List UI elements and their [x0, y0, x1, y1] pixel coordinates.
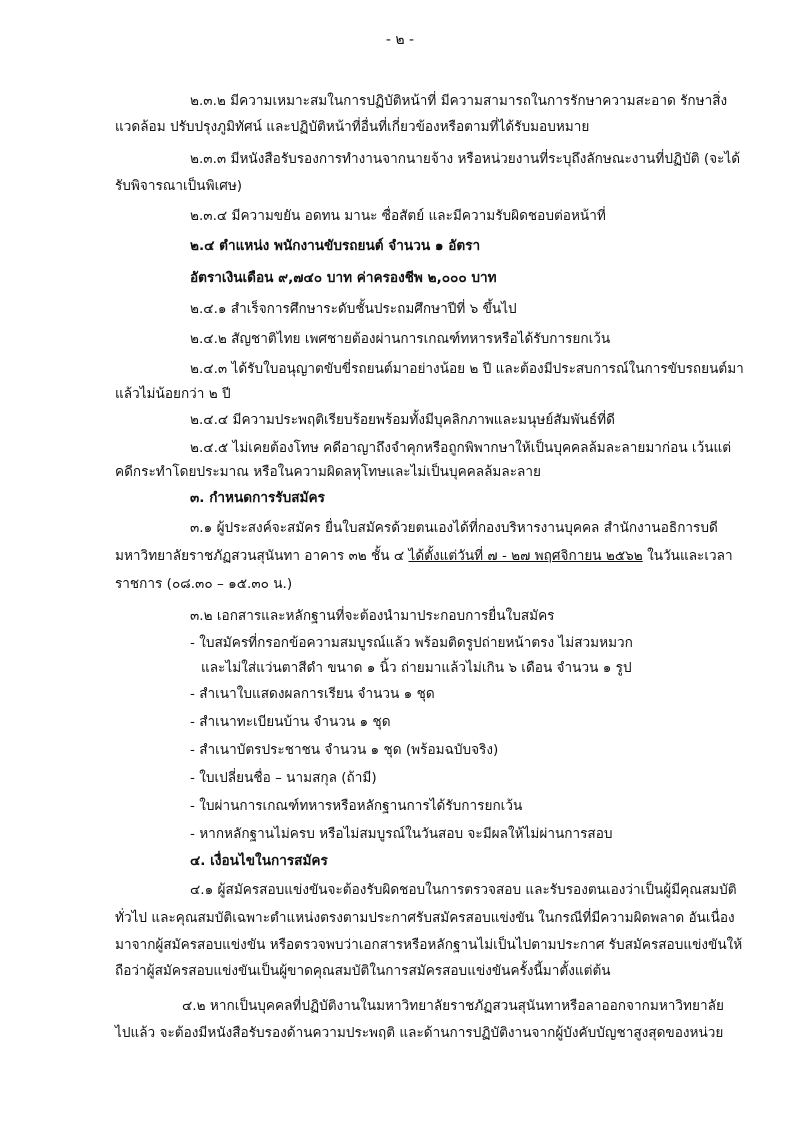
doc-id-card: - สำเนาบัตรประชาชน จำนวน ๑ ชุด (พร้อมฉบับจริง) — [190, 742, 499, 758]
clause-2-4-3-cont: แล้วไม่น้อยกว่า ๒ ปี — [115, 386, 231, 402]
clause-2-4-4: ๒.๔.๔ มีความประพฤติเรียบร้อยพร้อมทั้งมีบุคลิกภาพและมนุษย์สัมพันธ์ที่ดี — [190, 412, 615, 428]
section-4-heading: ๔. เงื่อนไขในการสมัคร — [190, 853, 328, 869]
clause-2-4-5: ๒.๔.๕ ไม่เคยต้องโทษ คดีอาญาถึงจำคุกหรือถูกพิพากษาให้เป็นบุคคลล้มละลายมาก่อน เว้นแต่ — [190, 440, 732, 456]
clause-2-3-2-cont: แวดล้อม ปรับปรุงภูมิทัศน์ และปฏิบัติหน้าที่อื่นที่เกี่ยวข้องหรือตามที่ได้รับมอบหมาย — [115, 119, 590, 135]
doc-application-form: - ใบสมัครที่กรอกข้อความสมบูรณ์แล้ว พร้อมติดรูปถ่ายหน้าตรง ไม่สวมหมวก — [190, 635, 633, 651]
doc-military: - ใบผ่านการเกณฑ์ทหารหรือหลักฐานการได้รับการยกเว้น — [190, 798, 523, 814]
clause-2-4-1: ๒.๔.๑ สำเร็จการศึกษาระดับชั้นประถมศึกษาปีที่ ๖ ขึ้นไป — [190, 301, 517, 317]
clause-3-1-location: มหาวิทยาลัยราชภัฏสวนสุนันทา อาคาร ๓๒ ชั้น ๔ — [115, 548, 409, 564]
clause-4-1: ๔.๑ ผู้สมัครสอบแข่งขันจะต้องรับผิดชอบในการตรวจสอบ และรับรองตนเองว่าเป็นผู้มีคุณสมบัติ — [190, 882, 737, 898]
doc-transcript: - สำเนาใบแสดงผลการเรียน จำนวน ๑ ชุด — [190, 686, 435, 702]
clause-3-2: ๓.๒ เอกสารและหลักฐานที่จะต้องนำมาประกอบการยื่นใบสมัคร — [190, 608, 555, 624]
doc-incomplete-note: - หากหลักฐานไม่ครบ หรือไม่สมบูรณ์ในวันสอบ จะมีผลให้ไม่ผ่านการสอบ — [190, 826, 613, 842]
position-heading-driver: ๒.๔ ตำแหน่ง พนักงานขับรถยนต์ จำนวน ๑ อัตรา — [190, 238, 481, 254]
salary-line: อัตราเงินเดือน ๙,๗๔๐ บาท ค่าครองชีพ ๒,๐๐๐ บาท — [190, 270, 497, 286]
office-hours: ราชการ (๐๘.๓๐ – ๑๕.๓๐ น.) — [115, 576, 293, 592]
doc-name-change: - ใบเปลี่ยนชื่อ – นามสกุล (ถ้ามี) — [190, 770, 377, 786]
clause-3-1: ๓.๑ ผู้ประสงค์จะสมัคร ยื่นใบสมัครด้วยตนเองได้ที่กองบริหารงานบุคคล สำนักงานอธิการบดี — [190, 520, 718, 536]
clause-2-4-5-cont: คดีกระทำโดยประมาณ หรือในความผิดลหุโทษและไม่เป็นบุคคลล้มละลาย — [115, 464, 541, 480]
section-3-heading: ๓. กำหนดการรับสมัคร — [190, 490, 325, 506]
application-period: ได้ตั้งแต่วันที่ ๗ - ๒๗ พฤศจิกายน ๒๕๖๒ — [408, 548, 643, 564]
clause-2-3-3: ๒.๓.๓ มีหนังสือรับรองการทำงานจากนายจ้าง หรือหน่วยงานที่ระบุถึงลักษณะงานที่ปฏิบัติ (จะได้ — [190, 151, 741, 167]
clause-2-3-3-cont: รับพิจารณาเป็นพิเศษ) — [115, 178, 243, 194]
doc-house-registration: - สำเนาทะเบียนบ้าน จำนวน ๑ ชุด — [190, 714, 391, 730]
clause-2-3-2: ๒.๓.๒ มีความเหมาะสมในการปฏิบัติหน้าที่ มีความสามารถในการรักษาความสะอาด รักษาสิ่ง — [190, 93, 728, 109]
doc-application-form-cont: และไม่ใส่แว่นตาสีดำ ขนาด ๑ นิ้ว ถ่ายมาแล้วไม่เกิน ๖ เดือน จำนวน ๑ รูป — [201, 660, 632, 676]
clause-2-3-4: ๒.๓.๔ มีความขยัน อดทน มานะ ซื่อสัตย์ และมีความรับผิดชอบต่อหน้าที่ — [190, 208, 606, 224]
page-number: - ๒ - — [385, 32, 415, 48]
clause-3-1-time: ในวันและเวลา — [642, 548, 733, 564]
clause-4-1-cont-2: มาจากผู้สมัครสอบแข่งขัน หรือตรวจพบว่าเอกสารหรือหลักฐานไม่เป็นไปตามประกาศ รับสมัครสอบแข่งขันให้ — [115, 937, 743, 953]
clause-2-4-2: ๒.๔.๒ สัญชาติไทย เพศชายต้องผ่านการเกณฑ์ทหารหรือได้รับการยกเว้น — [190, 331, 611, 347]
clause-4-1-cont-3: ถือว่าผู้สมัครสอบแข่งขันเป็นผู้ขาดคุณสมบัติในการสมัครสอบแข่งขันครั้งนี้มาตั้งแต่ต้น — [115, 963, 611, 979]
clause-4-2-cont: ไปแล้ว จะต้องมีหนังสือรับรองด้านความประพฤติ และด้านการปฏิบัติงานจากผู้บังคับบัญชาสูงสุดของหน่วย — [115, 1025, 724, 1041]
clause-4-2: ๔.๒ หากเป็นบุคคลที่ปฏิบัติงานในมหาวิทยาลัยราชภัฏสวนสุนันทาหรือลาออกจากมหาวิทยาลัย — [182, 998, 724, 1014]
clause-2-4-3: ๒.๔.๓ ได้รับใบอนุญาตขับขี่รถยนต์มาอย่างน้อย ๒ ปี และต้องมีประสบการณ์ในการขับรถยนต์มา — [190, 361, 744, 377]
clause-3-1-cont — [115, 546, 733, 566]
clause-4-1-cont-1: ทั่วไป และคุณสมบัติเฉพาะตำแหน่งตรงตามประกาศรับสมัครสอบแข่งขัน ในกรณีที่มีความผิดพลาด อันเนื่อง — [115, 910, 735, 926]
